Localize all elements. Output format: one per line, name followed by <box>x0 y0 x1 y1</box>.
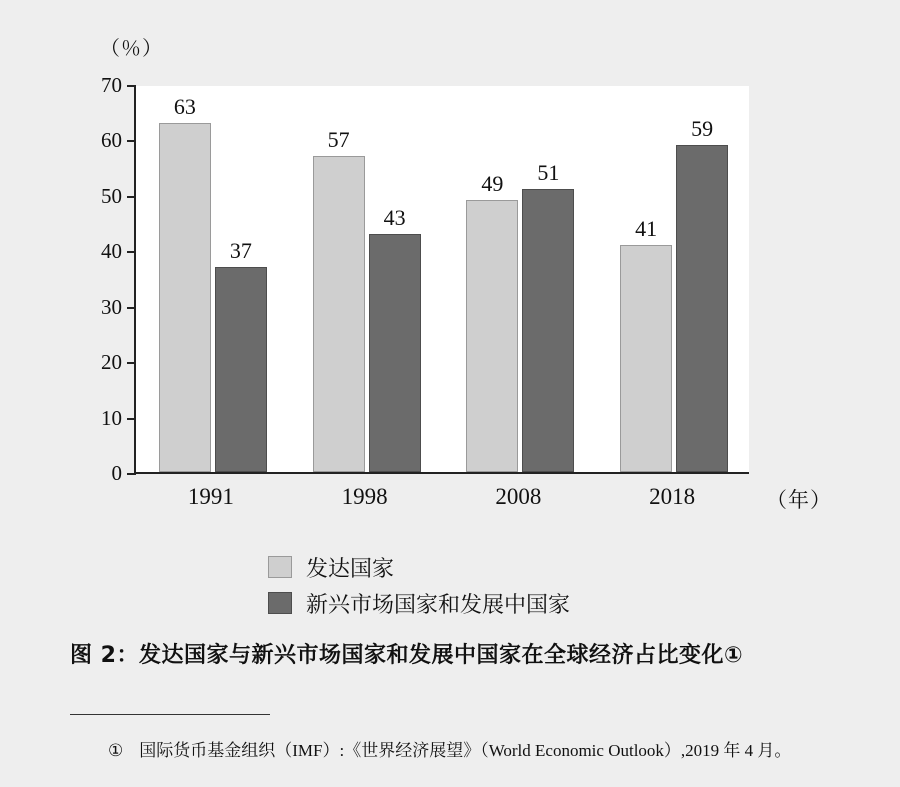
bar-developed-1998 <box>313 127 365 472</box>
y-tick-label: 40 <box>101 239 122 264</box>
y-tick-mark <box>127 473 136 475</box>
bar-emerging-2008 <box>522 160 574 472</box>
legend-item-emerging <box>268 586 788 620</box>
y-tick-mark <box>127 196 136 198</box>
bar-group <box>444 86 598 472</box>
y-tick-mark <box>127 362 136 364</box>
y-tick-label: 20 <box>101 350 122 375</box>
bar-developed-1991 <box>159 93 211 472</box>
y-axis-unit-label: （％） <box>100 38 163 60</box>
legend-label-emerging: 新兴市场国家和发展中国家 <box>306 592 571 618</box>
footnote-marker: ① <box>108 741 124 761</box>
y-tick-label: 50 <box>101 183 122 208</box>
bar-value-label: 49 <box>481 171 504 197</box>
x-tick-label: 2018 <box>649 484 696 509</box>
y-tick-mark <box>127 307 136 309</box>
bar-value-label: 37 <box>229 237 252 263</box>
bar-emerging-1991 <box>215 237 267 472</box>
legend-swatch-developed <box>268 556 292 578</box>
x-tick-label: 1998 <box>341 484 388 509</box>
y-tick-mark <box>127 85 136 87</box>
footnote-text: 国际货币基金组织（IMF）:《世界经济展望》（World Economic Outlook）,2019 年 4 月。 <box>139 741 792 760</box>
bar-developed-2018 <box>620 215 672 472</box>
bar-emerging-2018 <box>676 115 728 472</box>
bar-value-label: 41 <box>635 215 658 241</box>
plot-wrapper <box>101 73 832 512</box>
chart-legend <box>268 550 788 622</box>
x-tick-label: 2008 <box>495 484 542 509</box>
plot-area <box>101 73 749 485</box>
bar-value-label: 51 <box>537 160 560 186</box>
figure-caption: 图 2：发达国家与新兴市场国家和发展中国家在全球经济占比变化① <box>70 643 744 668</box>
footnote-divider <box>70 714 270 715</box>
y-tick-label: 30 <box>101 294 122 319</box>
bar-group <box>136 86 290 472</box>
bar-emerging-1998 <box>369 204 421 472</box>
bar-value-label: 57 <box>327 127 350 153</box>
y-tick-label: 70 <box>101 73 122 97</box>
bars-container <box>136 86 749 472</box>
x-axis-labels <box>134 484 749 524</box>
bar-chart <box>96 24 832 544</box>
bar-group <box>597 86 751 472</box>
x-tick-label: 1991 <box>187 484 234 509</box>
bar-value-label: 63 <box>173 93 196 119</box>
bar-value-label: 43 <box>383 204 406 230</box>
x-axis-unit-label: （年） <box>766 488 832 512</box>
y-tick-label: 0 <box>111 461 122 485</box>
y-tick-mark <box>127 418 136 420</box>
legend-item-developed <box>268 550 788 584</box>
bar-group <box>290 86 444 472</box>
legend-swatch-emerging <box>268 592 292 614</box>
y-tick-label: 60 <box>101 128 122 153</box>
y-tick-label: 10 <box>101 405 122 430</box>
legend-label-developed: 发达国家 <box>306 556 395 582</box>
y-tick-mark <box>127 140 136 142</box>
footnote <box>108 736 791 761</box>
bar-developed-2008 <box>466 171 518 472</box>
y-tick-mark <box>127 251 136 253</box>
bar-value-label: 59 <box>691 115 714 141</box>
